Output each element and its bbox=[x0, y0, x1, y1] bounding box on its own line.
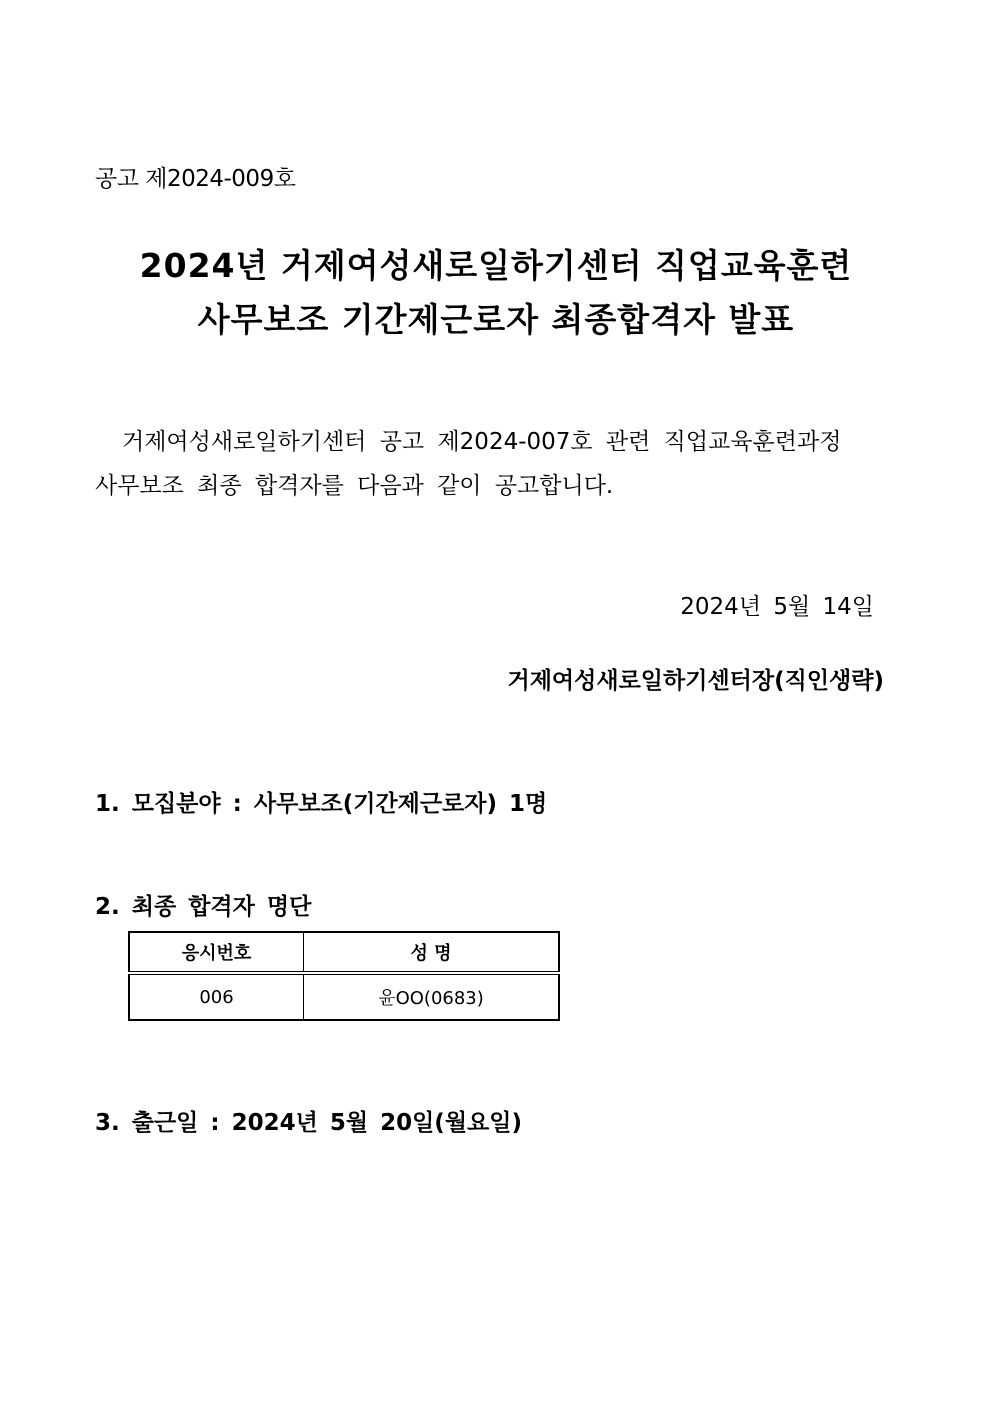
document-title-line2: 사무보조 기간제근로자 최종합격자 발표 bbox=[197, 300, 795, 339]
body-line-2: 사무보조 최종 합격자를 다음과 같이 공고합니다. bbox=[95, 473, 614, 499]
notice-number: 공고 제2024-009호 bbox=[95, 166, 296, 192]
body-line-1: 거제여성새로일하기센터 공고 제2024-007호 관련 직업교육훈련과정 bbox=[122, 429, 842, 455]
table-header-row bbox=[129, 932, 559, 973]
section-final-list: 2. 최종 합격자 명단 bbox=[95, 894, 312, 920]
section-start-date: 3. 출근일 : 2024년 5월 20일(월요일) bbox=[95, 1110, 522, 1136]
issuer-signature: 거제여성새로일하기센터장(직인생략) bbox=[507, 668, 884, 694]
header-name: 성 명 bbox=[304, 932, 560, 973]
announcement-date: 2024년 5월 14일 bbox=[680, 594, 874, 620]
cell-exam-number: 006 bbox=[129, 973, 304, 1020]
document-title-line1: 2024년 거제여성새로일하기센터 직업교육훈련 bbox=[139, 246, 853, 285]
cell-name: 윤OO(0683) bbox=[304, 973, 560, 1020]
final-applicants-table bbox=[128, 931, 560, 1021]
section-recruitment-field: 1. 모집분야 : 사무보조(기간제근로자) 1명 bbox=[95, 791, 548, 817]
announcement-body bbox=[95, 420, 900, 508]
table-row bbox=[129, 973, 559, 1020]
header-exam-number: 응시번호 bbox=[129, 932, 304, 973]
